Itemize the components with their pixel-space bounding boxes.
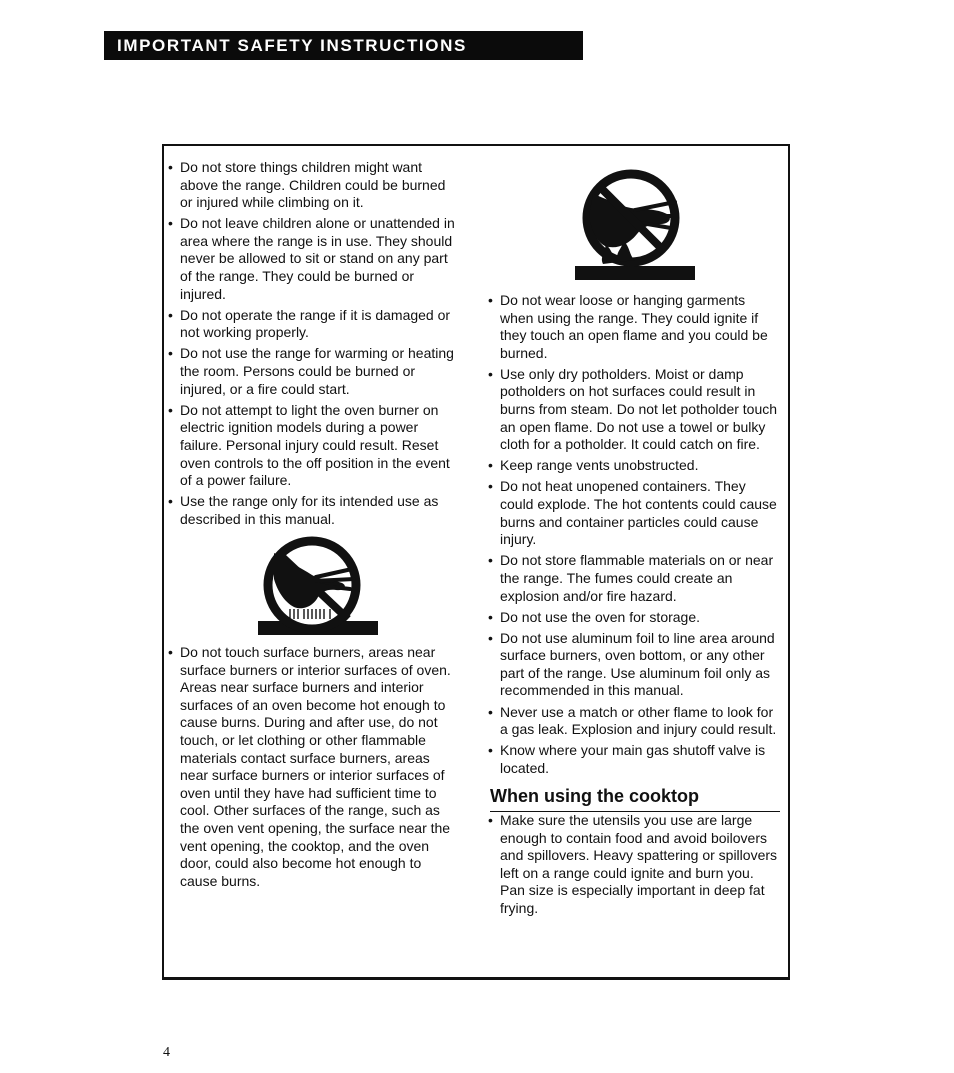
cooktop-section-heading: When using the cooktop [490,788,780,812]
no-touch-hot-surface-icon [256,533,380,637]
list-item: • Do not operate the range if it is damaged or not working properly. [168,307,458,342]
list-item: • Do not touch surface burners, areas near surface burners or interior surfaces of oven. Areas near surface burners and interior surfaces of an oven become hot enough to cause burns. During and after use, do not touch, or let clothing or other flammable materials contact surface burners, areas near surface burners or interior surfaces of oven until they have had sufficient time to cool. Other surfaces of the range, such as the oven vent opening, the surface near the vent opening, the cooktop, and the oven door, could also become hot enough to cause burns. [168,644,460,890]
list-item: • Never use a match or other flame to look for a gas leak. Explosion and injury could result. [488,704,780,739]
list-item: • Do not use the range for warming or heating the room. Persons could be burned or injured, or a fire could start. [168,345,458,398]
left-column-lower [168,644,460,894]
list-item: • Use only dry potholders. Moist or damp potholders on hot surfaces could result in burns from steam. Do not let potholder touch an open flame. Do not use a towel or bulky cloth for a potholder. It could catch on fire. [488,366,780,454]
right-bullet-list [488,292,780,777]
list-item: • Do not wear loose or hanging garments when using the range. They could ignite if they touch an open flame and you could be burned. [488,292,780,362]
left-column [168,159,458,532]
list-item: • Keep range vents unobstructed. [488,457,780,475]
left-bullet-list [168,159,458,528]
list-item: • Do not use aluminum foil to line area around surface burners, oven bottom, or any other part of the range. Use aluminum foil only as recommended in this manual. [488,630,780,700]
section-header: IMPORTANT SAFETY INSTRUCTIONS [104,31,583,60]
list-item: • Use the range only for its intended use as described in this manual. [168,493,458,528]
list-item: • Know where your main gas shutoff valve is located. [488,742,780,777]
left-bullet-list-lower [168,644,460,890]
page-number: 4 [163,1045,170,1060]
list-item: • Do not heat unopened containers. They could explode. The hot contents could cause burns and container particles could cause injury. [488,478,780,548]
list-item: • Do not store flammable materials on or near the range. The fumes could create an explosion and/or fire hazard. [488,552,780,605]
list-item: • Do not attempt to light the oven burner on electric ignition models during a power failure. Personal injury could result. Reset oven controls to the off position in the event of a power failure. [168,402,458,490]
no-hand-over-flame-icon [573,168,697,282]
cooktop-bullet-list [488,812,780,918]
list-item: • Do not use the oven for storage. [488,609,780,627]
list-item: • Make sure the utensils you use are large enough to contain food and avoid boilovers and spillovers. Heavy spattering or spillovers left on a range could ignite and burn you. Pan size is especially important in deep fat frying. [488,812,780,918]
list-item: • Do not leave children alone or unattended in area where the range is in use. They should never be allowed to sit or stand on any part of the range. They could be burned or injured. [168,215,458,303]
list-item: • Do not store things children might want above the range. Children could be burned or injured while climbing on it. [168,159,458,212]
right-column [488,292,780,921]
